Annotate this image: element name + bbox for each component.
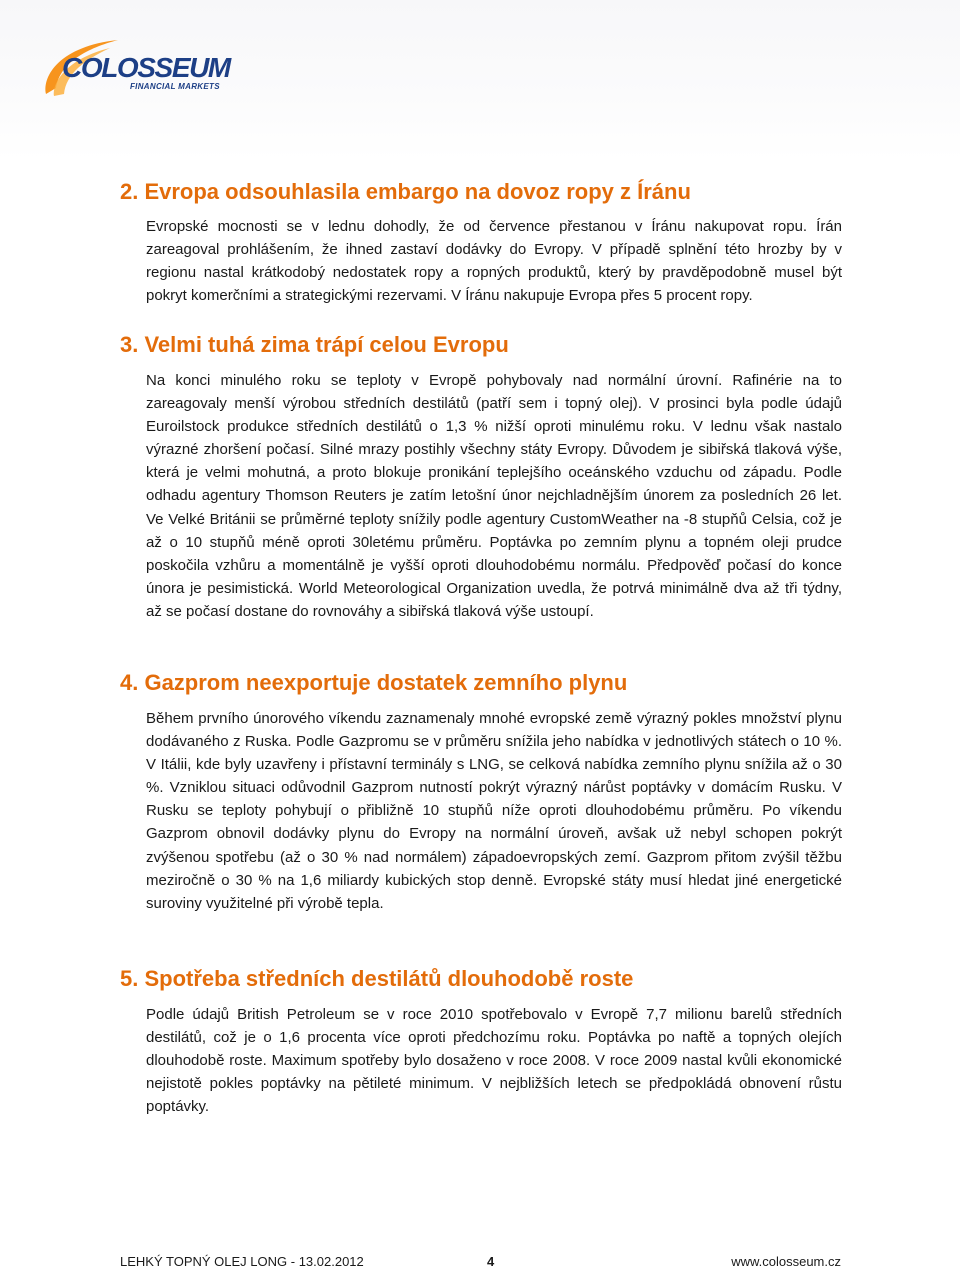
footer-date: - 13.02.2012 bbox=[287, 1254, 364, 1269]
section-body-5: Podle údajů British Petroleum se v roce 2010 spotřebovalo v Evropě 7,7 milionu barelů středních destilátů, což je o 1,6 procenta více oproti předchozímu roku. Poptávka po naftě a topných olejích dlouhodobě roste. Maximum spotřeby bylo dosaženo v roce 2008. V roce 2009 nastal kvůli ekonomické nejistotě pokles poptávky na pětileté minimum. V nejbližších letech se předpokládá obnovení růstu poptávky. bbox=[146, 1006, 842, 1116]
footer-page-number: 4 bbox=[487, 1254, 495, 1269]
section-heading-5: 5. Spotřeba středních destilátů dlouhodobě roste bbox=[120, 966, 634, 991]
section-body-2: Evropské mocnosti se v lednu dohodly, že od července přestanou v Íránu nakupovat ropu. Írán zareagoval prohlášením, že ihned zastaví dodávky do Evropy. V případě splnění této hrozby by v regionu nastal krátkodobý nedostatek ropy a ropných produktů, který by pravděpodobně musel být pokryt komerčními a strategickými rezervami. V Íránu nakupuje Evropa přes 5 procent ropy. bbox=[146, 218, 842, 305]
footer-title-group bbox=[120, 1254, 364, 1269]
logo-name: COLOSSEUM bbox=[62, 52, 230, 83]
section-heading-3: 3. Velmi tuhá zima trápí celou Evropu bbox=[120, 332, 509, 357]
footer-website-link[interactable]: www.colosseum.cz bbox=[731, 1254, 841, 1269]
footer-title: LEHKÝ TOPNÝ OLEJ LONG bbox=[120, 1254, 288, 1269]
logo-tagline: FINANCIAL MARKETS bbox=[130, 82, 220, 91]
section-body-3: Na konci minulého roku se teploty v Evropě pohybovaly nad normální úrovní. Rafinérie na to zareagovaly menší výrobou středních destilátů (patří sem i topný olej). V prosinci byla podle údajů Euroilstock produkce středních destilátů o 1,3 % nižší oproti minulému roku. V lednu však nastalo výrazné zhoršení počasí. Silné mrazy postihly všechny státy Evropy. Důvodem je sibiřská tlaková výše, která je velmi mohutná, a proto blokuje pronikání teplejšího oceánského vzduchu od západu. Podle odhadu agentury Thomson Reuters je zatím letošní únor nejchladnějším únorem za posledních 26 let. Ve Velké Británii se průměrné teploty snížily podle agentury CustomWeather na -8 stupňů Celsia, což je až o 10 stupňů méně oproti 30letému průměru. Poptávka po zemním plynu a topném oleji prudce poskočila vzhůru a momentálně je vyšší oproti dlouhodobému normálu. Předpověď počasí do konce února je pesimistická. World Meteorological Organization uvedla, že potrvá minimálně dva až tři týdny, až se počasí dostane do rovnováhy a sibiřská tlaková výše ustoupí. bbox=[146, 372, 842, 620]
page-footer bbox=[0, 1250, 960, 1270]
colosseum-logo bbox=[40, 36, 230, 100]
section-heading-4: 4. Gazprom neexportuje dostatek zemního plynu bbox=[120, 670, 628, 695]
section-heading-2: 2. Evropa odsouhlasila embargo na dovoz ropy z Íránu bbox=[120, 179, 691, 204]
section-body-4: Během prvního únorového víkendu zaznamenaly mnohé evropské země výrazný pokles množství plynu dodávaného z Ruska. Podle Gazpromu se v průměru snížila jeho nabídka v jednotlivých státech o 10 %. V Itálii, kde byly uzavřeny i přístavní terminály s LNG, se celková nabídka zemního plynu snížila až o 30 %. Vzniklou situaci odůvodnil Gazprom nutností pokrýt výrazný nárůst poptávky v domácím Rusku. V Rusku se teploty pohybují o přibližně 10 stupňů níže oproti dlouhodobému průměru. Po víkendu Gazprom obnovil dodávky plynu do Evropy na normální úroveň, avšak už nebyl schopen pokrýt zvýšenou spotřebu (až o 30 % nad normálem) západoevropských zemí. Gazprom přitom zvýšil těžbu meziročně o 30 % na 1,6 miliardy kubických stop denně. Evropské státy musí hledat jiné energetické suroviny využitelné při výrobě tepla. bbox=[146, 710, 842, 912]
